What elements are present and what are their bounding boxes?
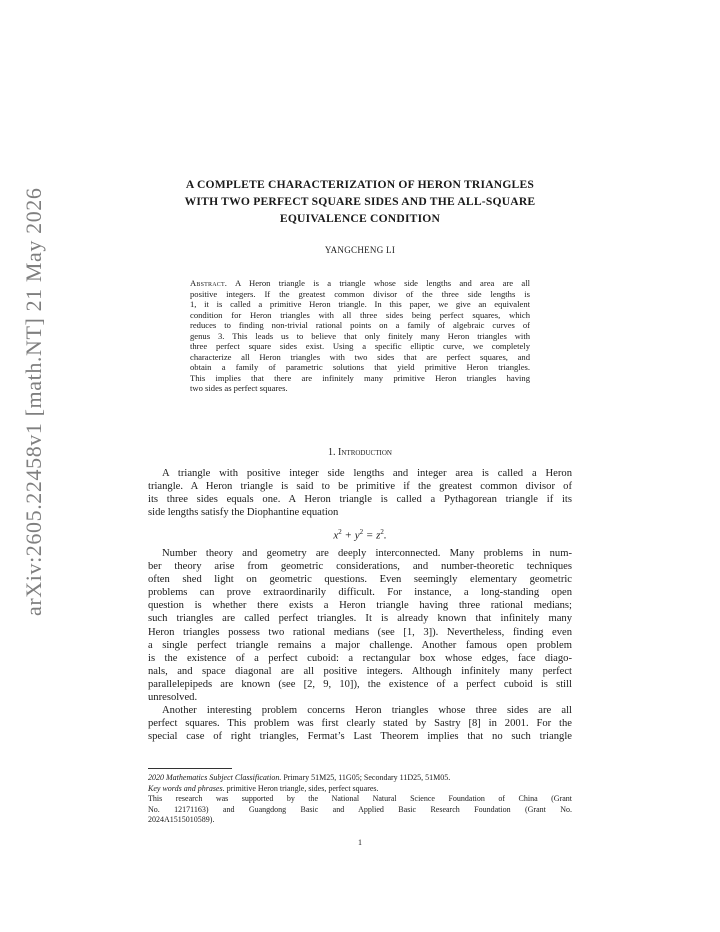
text-line: perfect squares. This problem was first clearly stated by Sastry [8] in 2001. For the xyxy=(148,718,572,730)
abstract-line xyxy=(190,278,530,289)
paragraph-heron-squares xyxy=(148,704,572,743)
footnote-keywords xyxy=(148,784,572,795)
page-number: 1 xyxy=(358,838,362,847)
footnote-msc xyxy=(148,773,572,784)
paragraph-number-theory xyxy=(148,547,572,704)
text-line: such triangles are called perfect triangles. It is already known that infinitely many xyxy=(148,613,572,625)
abstract-line: three perfect square sides exist. Using a specific elliptic curve, we completely xyxy=(190,341,530,351)
paragraph-intro xyxy=(148,467,572,519)
keywords-label: Key words and phrases. xyxy=(148,783,225,793)
title-line: A COMPLETE CHARACTERIZATION OF HERON TRIANGLES xyxy=(185,178,535,191)
text-line: parallelepipeds are known (see [2, 9, 10]), the existence of a perfect cuboid is still xyxy=(148,678,572,690)
section-title: Introduction xyxy=(338,447,392,458)
abstract-line: two sides as perfect squares. xyxy=(190,383,288,393)
msc-label: 2020 Mathematics Subject Classification. xyxy=(148,773,282,782)
text-line: often shed light on geometric questions. Even seemingly elementary geometric xyxy=(148,574,572,586)
abstract-line: This implies that there are infinitely many primitive Heron triangles having xyxy=(190,372,530,383)
section-heading xyxy=(140,447,580,458)
text-line: ber theory arise from geometric considerations, and number-theoretic techniques xyxy=(148,561,572,573)
footnote-divider xyxy=(148,768,232,769)
eq-var-z: z xyxy=(376,529,381,542)
abstract-line: condition for Heron triangles with all three sides being perfect squares, which xyxy=(190,309,530,320)
msc-text: Primary 51M25, 11G05; Secondary 11D25, 51M05. xyxy=(281,773,451,782)
text-line: problems can prove extraordinarily difficult. For instance, a long-standing open xyxy=(148,587,572,599)
title-line: WITH TWO PERFECT SQUARE SIDES AND THE ALL-SQUARE xyxy=(184,195,536,208)
paper-title xyxy=(140,176,580,227)
eq-var-y: y xyxy=(354,529,360,542)
abstract-line: 1, it is called a primitive Heron triangle. In this paper, we give an equivalent xyxy=(190,299,530,309)
text-line: a single perfect triangle remains a major challenge. Another famous open problem xyxy=(148,639,572,651)
footnotes xyxy=(148,773,572,826)
footnote-funding-line: 2024A1515010589). xyxy=(148,815,215,825)
text-line: is the existence of a perfect cuboid: a rectangular box whose edges, face diago- xyxy=(148,652,572,664)
eq-exponent: 2 xyxy=(380,528,384,536)
abstract xyxy=(190,278,530,394)
text-line: special case of right triangles, Fermat’s Last Theorem implies that no such triangle xyxy=(148,731,572,743)
text-line: triangle. A Heron triangle is said to be primitive if the greatest common divisor of xyxy=(148,481,572,493)
eq-equals: = xyxy=(363,529,377,542)
author-name: YANGCHENG LI xyxy=(324,245,396,255)
text-line: A triangle with positive integer side lengths and integer area is called a Heron xyxy=(162,468,572,479)
pythagorean-equation xyxy=(148,528,572,542)
abstract-label: Abstract. xyxy=(190,278,228,288)
text-line: its three sides equals one. A Heron triangle is called a Pythagorean triangle if its xyxy=(148,494,572,506)
eq-plus: + xyxy=(341,529,355,542)
footnote-funding-line: This research was supported by the National Natural Science Foundation of China (Grant xyxy=(148,794,572,804)
text-line: Another interesting problem concerns Heron triangles whose three sides are all xyxy=(162,705,572,716)
abstract-line: positive integers. If the greatest common divisor of the three side lengths is xyxy=(190,288,530,299)
eq-period: . xyxy=(383,529,387,542)
footnote-funding-line: No. 12171163) and Guangdong Basic and Applied Basic Research Foundation (Grant No. xyxy=(148,804,572,814)
text-line: nals, and space diagonal are all positive integers. Although infinitely many perfect xyxy=(148,665,572,677)
abstract-line: reduces to finding non-trivial rational points on a family of algebraic curves of xyxy=(190,320,530,330)
text-line: question is whether there exists a Heron triangle having three rational medians; xyxy=(148,600,572,612)
eq-exponent: 2 xyxy=(359,528,364,536)
abstract-line: characterize all Heron triangles with two sides that are perfect squares, and xyxy=(190,351,530,362)
text-line: Number theory and geometry are deeply interconnected. Many problems in num- xyxy=(162,548,572,559)
text-line: side lengths satisfy the Diophantine equation xyxy=(148,507,339,519)
text-line: Heron triangles possess two rational medians (see [1, 3]). Nevertheless, finding even xyxy=(148,626,572,638)
eq-exponent: 2 xyxy=(338,528,342,536)
arxiv-identifier: arXiv:2605.22458v1 [math.NT] 21 May 2026 xyxy=(21,187,46,616)
eq-var-x: x xyxy=(333,529,339,542)
keywords-text: primitive Heron triangle, sides, perfect squares. xyxy=(224,783,379,793)
abstract-line: obtain a family of parametric solutions that yield primitive Heron triangles. xyxy=(190,362,530,372)
title-line: EQUIVALENCE CONDITION xyxy=(279,212,441,225)
text-line: unresolved. xyxy=(148,692,198,704)
abstract-line: genus 3. This leads us to believe that only finitely many Heron triangles with xyxy=(190,330,530,341)
section-number: 1. xyxy=(328,447,336,458)
abstract-text: A Heron triangle is a triangle whose side lengths and area are all xyxy=(234,278,530,288)
